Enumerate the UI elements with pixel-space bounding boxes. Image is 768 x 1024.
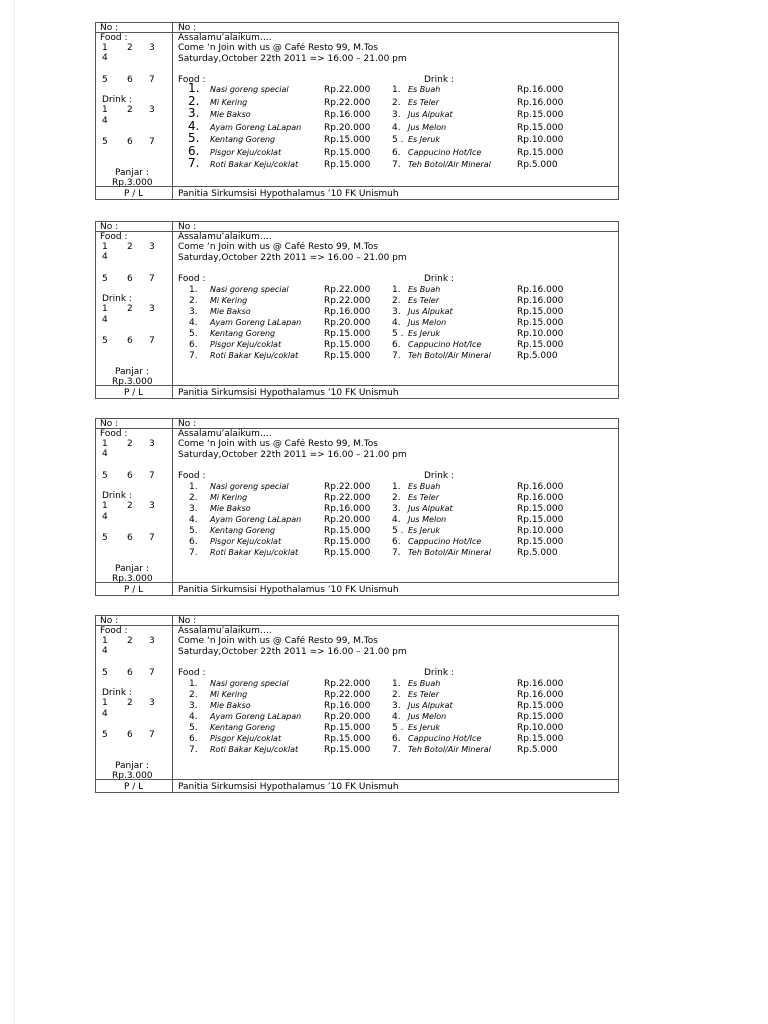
drink-item-price: Rp.10.000	[517, 135, 564, 145]
food-item-name: Nasi goreng special	[210, 85, 289, 94]
drink-heading: Drink :	[424, 274, 454, 284]
drink-item-name: Teh Botol/Air Mineral	[408, 160, 491, 169]
stub-food-number: 2	[127, 43, 133, 53]
stub-food-label: Food :	[100, 429, 128, 439]
food-item-price: Rp.15.000	[324, 147, 371, 158]
ticket-footer: Panitia Sirkumsisi Hypothalamus ’10 FK Unismuh	[178, 782, 399, 792]
drink-item-price: Rp.15.000	[517, 110, 564, 120]
stub-drink-number: 2	[127, 304, 133, 314]
stub-drink-number: 5	[102, 730, 108, 740]
food-item-price: Rp.15.000	[324, 526, 371, 536]
food-item-name: Mie Bakso	[210, 504, 251, 513]
food-item-name: Pisgor Keju/coklat	[210, 340, 282, 349]
drink-item-number: 2.	[392, 690, 401, 700]
stub-food-number: 1	[102, 439, 108, 449]
stub-drink-number: 2	[127, 698, 133, 708]
food-item-name: Kentang Goreng	[210, 526, 276, 535]
food-item-number: 5.	[189, 723, 198, 733]
food-item-name: Mi Kering	[210, 493, 248, 502]
drink-item-price: Rp.15.000	[517, 504, 564, 514]
food-item-number: 6.	[188, 143, 200, 158]
food-item-number: 3.	[189, 307, 198, 317]
food-item-name: Roti Bakar Keju/coklat	[210, 548, 299, 557]
drink-item-number: 6.	[392, 147, 401, 158]
footer-rule	[96, 779, 618, 780]
food-item-number: 1.	[188, 81, 200, 95]
stub-drink-number: 5	[102, 336, 108, 346]
drink-item-price: Rp.5.000	[517, 745, 558, 755]
food-item-number: 4.	[189, 515, 198, 525]
stub-food-number: 1	[102, 636, 108, 646]
drink-item-number: 1.	[392, 85, 401, 95]
food-item-price: Rp.16.000	[324, 110, 371, 120]
food-item-name: Kentang Goreng	[210, 723, 276, 732]
drink-item-price: Rp.16.000	[517, 285, 564, 295]
drink-item-name: Es Jeruk	[408, 329, 441, 338]
stub-pl-label: P / L	[124, 585, 144, 595]
food-item-price: Rp.22.000	[324, 85, 371, 95]
stub-panjar-label: Panjar :	[115, 168, 149, 178]
meal-coupon	[95, 22, 619, 200]
food-item-name: Nasi goreng special	[210, 482, 289, 491]
drink-item-number: 2.	[392, 493, 401, 503]
stub-divider	[172, 419, 173, 595]
drink-item-number: 2.	[392, 296, 401, 306]
drink-item-name: Cappucino Hot/Ice	[408, 537, 482, 546]
food-item-price: Rp.22.000	[324, 493, 371, 503]
food-item-price: Rp.22.000	[324, 296, 371, 306]
drink-item-price: Rp.5.000	[517, 160, 558, 170]
drink-item-price: Rp.16.000	[517, 482, 564, 492]
stub-drink-number: 2	[127, 501, 133, 511]
food-item-price: Rp.16.000	[324, 307, 371, 317]
stub-food-number: 7	[149, 274, 155, 284]
footer-rule	[96, 186, 618, 187]
food-item-name: Kentang Goreng	[210, 329, 276, 338]
ticket-invite: Come ‘n Join with us @ Café Resto 99, M.Tos	[178, 43, 378, 53]
stub-food-number: 5	[102, 471, 108, 481]
drink-item-price: Rp.15.000	[517, 515, 564, 525]
stub-divider	[172, 23, 173, 199]
drink-item-number: 3.	[392, 504, 401, 514]
food-item-name: Mi Kering	[210, 97, 248, 107]
drink-item-price: Rp.15.000	[517, 340, 564, 350]
drink-item-name: Cappucino Hot/Ice	[408, 734, 482, 743]
stub-drink-number: 6	[127, 137, 133, 147]
stub-divider	[172, 616, 173, 792]
food-item-number: 1.	[189, 679, 198, 689]
stub-drink-number: 5	[102, 533, 108, 543]
food-heading: Food :	[178, 274, 206, 284]
food-item-name: Ayam Goreng LaLapan	[210, 712, 302, 721]
stub-drink-label: Drink :	[102, 491, 132, 501]
food-heading: Food :	[178, 668, 206, 678]
stub-food-number: 3	[149, 439, 155, 449]
drink-item-name: Jus Alpukat	[408, 110, 453, 119]
food-item-number: 6.	[189, 340, 198, 350]
food-item-name: Ayam Goreng LaLapan	[210, 122, 302, 132]
stub-food-number: 3	[149, 43, 155, 53]
drink-item-number: 6.	[392, 537, 401, 547]
food-item-number: 4.	[188, 118, 200, 133]
food-item-name: Pisgor Keju/coklat	[210, 147, 282, 157]
food-heading: Food :	[178, 471, 206, 481]
food-item-price: Rp.15.000	[324, 537, 371, 547]
drink-item-number: 3.	[392, 110, 401, 120]
drink-item-price: Rp.10.000	[517, 329, 564, 339]
ticket-footer: Panitia Sirkumsisi Hypothalamus ’10 FK Unismuh	[178, 189, 399, 199]
drink-item-number: 5 .	[392, 526, 404, 536]
stub-drink-number: 1	[102, 304, 108, 314]
drink-item-price: Rp.15.000	[517, 147, 564, 158]
drink-item-price: Rp.15.000	[517, 734, 564, 744]
stub-food-number: 5	[102, 75, 108, 85]
drink-item-name: Es Teler	[408, 296, 440, 305]
food-item-number: 5.	[188, 131, 200, 145]
stub-drink-number: 7	[149, 730, 155, 740]
ticket-invite: Come ‘n Join with us @ Café Resto 99, M.Tos	[178, 439, 378, 449]
drink-item-name: Es Buah	[408, 679, 441, 688]
food-item-price: Rp.22.000	[324, 690, 371, 700]
food-item-number: 2.	[189, 690, 198, 700]
drink-item-name: Es Teler	[408, 493, 440, 502]
drink-item-name: Teh Botol/Air Mineral	[408, 351, 491, 360]
stub-food-number: 7	[149, 75, 155, 85]
stub-panjar-value: Rp.3.000	[112, 771, 153, 781]
stub-no-label: No :	[100, 222, 119, 232]
meal-coupon	[95, 615, 619, 793]
ticket-footer: Panitia Sirkumsisi Hypothalamus ’10 FK Unismuh	[178, 585, 399, 595]
food-item-price: Rp.16.000	[324, 504, 371, 514]
drink-item-price: Rp.16.000	[517, 296, 564, 306]
stub-food-label: Food :	[100, 232, 128, 242]
drink-item-name: Cappucino Hot/Ice	[408, 340, 482, 349]
stub-drink-number: 3	[149, 501, 155, 511]
drink-item-number: 4.	[392, 122, 401, 133]
stub-food-number: 7	[149, 471, 155, 481]
stub-drink-number: 4	[102, 709, 108, 719]
stub-drink-number: 7	[149, 533, 155, 543]
drink-item-price: Rp.15.000	[517, 712, 564, 722]
drink-item-name: Jus Alpukat	[408, 504, 453, 513]
stub-drink-number: 7	[149, 336, 155, 346]
ticket-invite: Come ‘n Join with us @ Café Resto 99, M.Tos	[178, 242, 378, 252]
drink-item-price: Rp.5.000	[517, 548, 558, 558]
ticket-no-label: No :	[178, 23, 197, 33]
stub-food-label: Food :	[100, 626, 128, 636]
stub-divider	[172, 222, 173, 398]
food-item-name: Mi Kering	[210, 296, 248, 305]
page-edge	[14, 0, 15, 1024]
food-item-price: Rp.22.000	[324, 285, 371, 295]
drink-item-number: 5 .	[392, 329, 404, 339]
food-item-number: 4.	[189, 712, 198, 722]
drink-heading: Drink :	[424, 668, 454, 678]
drink-item-name: Teh Botol/Air Mineral	[408, 745, 491, 754]
stub-drink-number: 3	[149, 698, 155, 708]
food-item-price: Rp.15.000	[324, 548, 371, 558]
drink-item-name: Es Jeruk	[408, 135, 441, 144]
header-rule	[96, 231, 618, 232]
stub-food-number: 4	[102, 53, 108, 63]
stub-drink-number: 3	[149, 105, 155, 115]
header-rule	[96, 32, 618, 33]
stub-food-number: 6	[127, 668, 133, 678]
footer-rule	[96, 582, 618, 583]
stub-panjar-label: Panjar :	[115, 761, 149, 771]
stub-pl-label: P / L	[124, 189, 144, 199]
stub-food-number: 3	[149, 242, 155, 252]
drink-item-name: Es Buah	[408, 285, 441, 294]
drink-item-price: Rp.15.000	[517, 318, 564, 328]
stub-drink-number: 3	[149, 304, 155, 314]
stub-panjar-value: Rp.3.000	[112, 574, 153, 584]
stub-no-label: No :	[100, 419, 119, 429]
stub-pl-label: P / L	[124, 388, 144, 398]
drink-item-number: 4.	[392, 318, 401, 328]
stub-drink-label: Drink :	[102, 688, 132, 698]
stub-food-number: 4	[102, 449, 108, 459]
stub-no-label: No :	[100, 23, 119, 33]
food-item-number: 2.	[188, 93, 200, 108]
stub-food-label: Food :	[100, 33, 128, 43]
stub-drink-number: 6	[127, 533, 133, 543]
drink-item-name: Jus Alpukat	[408, 307, 453, 316]
food-item-price: Rp.15.000	[324, 329, 371, 339]
drink-item-name: Jus Melon	[408, 515, 447, 524]
food-item-number: 1.	[189, 482, 198, 492]
drink-item-name: Es Buah	[408, 85, 441, 94]
food-item-number: 5.	[189, 526, 198, 536]
ticket-footer: Panitia Sirkumsisi Hypothalamus ’10 FK Unismuh	[178, 388, 399, 398]
drink-item-number: 7.	[392, 745, 401, 755]
food-item-name: Kentang Goreng	[210, 135, 276, 144]
food-item-price: Rp.20.000	[324, 712, 371, 722]
stub-food-number: 5	[102, 274, 108, 284]
ticket-no-label: No :	[178, 222, 197, 232]
stub-drink-number: 5	[102, 137, 108, 147]
drink-item-price: Rp.16.000	[517, 679, 564, 689]
stub-food-number: 2	[127, 636, 133, 646]
drink-item-number: 1.	[392, 482, 401, 492]
stub-drink-number: 4	[102, 116, 108, 126]
food-item-name: Ayam Goreng LaLapan	[210, 318, 302, 327]
stub-drink-number: 1	[102, 698, 108, 708]
food-item-number: 7.	[188, 156, 200, 170]
header-rule	[96, 428, 618, 429]
food-item-price: Rp.15.000	[324, 340, 371, 350]
drink-item-price: Rp.16.000	[517, 690, 564, 700]
food-item-number: 6.	[189, 734, 198, 744]
food-item-number: 6.	[189, 537, 198, 547]
stub-food-number: 3	[149, 636, 155, 646]
stub-food-number: 1	[102, 242, 108, 252]
stub-food-number: 7	[149, 668, 155, 678]
stub-food-number: 4	[102, 252, 108, 262]
food-item-name: Mie Bakso	[210, 307, 251, 316]
stub-food-number: 2	[127, 242, 133, 252]
drink-item-name: Es Teler	[408, 690, 440, 699]
drink-item-price: Rp.15.000	[517, 701, 564, 711]
drink-item-name: Teh Botol/Air Mineral	[408, 548, 491, 557]
drink-item-name: Cappucino Hot/Ice	[408, 147, 482, 157]
drink-item-price: Rp.10.000	[517, 526, 564, 536]
drink-item-number: 5 .	[392, 723, 404, 733]
drink-item-number: 4.	[392, 712, 401, 722]
drink-item-name: Jus Melon	[408, 318, 447, 327]
drink-item-price: Rp.15.000	[517, 122, 564, 133]
stub-no-label: No :	[100, 616, 119, 626]
drink-item-number: 3.	[392, 701, 401, 711]
drink-heading: Drink :	[424, 471, 454, 481]
drink-item-price: Rp.15.000	[517, 307, 564, 317]
ticket-datetime: Saturday,October 22th 2011 => 16.00 – 21.00 pm	[178, 450, 407, 460]
stub-drink-number: 7	[149, 137, 155, 147]
food-item-price: Rp.15.000	[324, 351, 371, 361]
food-item-price: Rp.20.000	[324, 515, 371, 525]
stub-drink-label: Drink :	[102, 95, 132, 105]
drink-item-number: 6.	[392, 340, 401, 350]
drink-item-price: Rp.5.000	[517, 351, 558, 361]
drink-item-name: Es Teler	[408, 97, 440, 107]
stub-drink-number: 4	[102, 315, 108, 325]
food-item-name: Nasi goreng special	[210, 285, 289, 294]
drink-item-number: 5 .	[392, 135, 404, 145]
drink-item-name: Jus Melon	[408, 122, 447, 132]
drink-heading: Drink :	[424, 75, 454, 85]
drink-item-number: 7.	[392, 548, 401, 558]
food-item-price: Rp.15.000	[324, 734, 371, 744]
ticket-datetime: Saturday,October 22th 2011 => 16.00 – 21.00 pm	[178, 253, 407, 263]
food-item-price: Rp.22.000	[324, 97, 371, 108]
food-item-name: Roti Bakar Keju/coklat	[210, 351, 299, 360]
drink-item-number: 3.	[392, 307, 401, 317]
stub-food-number: 6	[127, 274, 133, 284]
drink-item-price: Rp.10.000	[517, 723, 564, 733]
food-item-price: Rp.16.000	[324, 701, 371, 711]
stub-food-number: 4	[102, 646, 108, 656]
stub-drink-number: 1	[102, 105, 108, 115]
drink-item-number: 4.	[392, 515, 401, 525]
drink-item-number: 7.	[392, 160, 401, 170]
food-item-price: Rp.15.000	[324, 160, 371, 170]
food-item-name: Mie Bakso	[210, 110, 251, 119]
stub-panjar-value: Rp.3.000	[112, 377, 153, 387]
food-item-number: 3.	[189, 701, 198, 711]
ticket-greeting: Assalamu’alaikum….	[178, 33, 272, 43]
food-item-number: 2.	[189, 493, 198, 503]
ticket-invite: Come ‘n Join with us @ Café Resto 99, M.Tos	[178, 636, 378, 646]
stub-food-number: 6	[127, 75, 133, 85]
drink-item-price: Rp.16.000	[517, 493, 564, 503]
drink-item-name: Es Jeruk	[408, 723, 441, 732]
drink-item-name: Es Buah	[408, 482, 441, 491]
stub-drink-number: 6	[127, 336, 133, 346]
ticket-no-label: No :	[178, 616, 197, 626]
food-item-name: Mie Bakso	[210, 701, 251, 710]
food-item-name: Roti Bakar Keju/coklat	[210, 745, 299, 754]
food-heading: Food :	[178, 75, 206, 85]
food-item-price: Rp.22.000	[324, 679, 371, 689]
food-item-price: Rp.15.000	[324, 745, 371, 755]
ticket-greeting: Assalamu’alaikum….	[178, 232, 272, 242]
food-item-price: Rp.15.000	[324, 723, 371, 733]
drink-item-price: Rp.15.000	[517, 537, 564, 547]
stub-panjar-label: Panjar :	[115, 367, 149, 377]
stub-food-number: 5	[102, 668, 108, 678]
drink-item-number: 1.	[392, 285, 401, 295]
drink-item-number: 7.	[392, 351, 401, 361]
food-item-name: Mi Kering	[210, 690, 248, 699]
food-item-number: 7.	[189, 351, 198, 361]
stub-food-number: 2	[127, 439, 133, 449]
stub-drink-number: 6	[127, 730, 133, 740]
stub-drink-number: 4	[102, 512, 108, 522]
food-item-number: 4.	[189, 318, 198, 328]
food-item-name: Ayam Goreng LaLapan	[210, 515, 302, 524]
drink-item-price: Rp.16.000	[517, 97, 564, 108]
drink-item-number: 1.	[392, 679, 401, 689]
food-item-price: Rp.20.000	[324, 318, 371, 328]
stub-drink-number: 2	[127, 105, 133, 115]
food-item-price: Rp.15.000	[324, 135, 371, 145]
ticket-no-label: No :	[178, 419, 197, 429]
drink-item-number: 2.	[392, 97, 401, 108]
food-item-name: Pisgor Keju/coklat	[210, 537, 282, 546]
food-item-number: 7.	[189, 548, 198, 558]
stub-pl-label: P / L	[124, 782, 144, 792]
food-item-name: Roti Bakar Keju/coklat	[210, 160, 299, 169]
food-item-price: Rp.22.000	[324, 482, 371, 492]
food-item-name: Pisgor Keju/coklat	[210, 734, 282, 743]
ticket-datetime: Saturday,October 22th 2011 => 16.00 – 21.00 pm	[178, 54, 407, 64]
header-rule	[96, 625, 618, 626]
drink-item-price: Rp.16.000	[517, 85, 564, 95]
food-item-number: 5.	[189, 329, 198, 339]
stub-panjar-label: Panjar :	[115, 564, 149, 574]
stub-drink-label: Drink :	[102, 294, 132, 304]
ticket-greeting: Assalamu’alaikum….	[178, 626, 272, 636]
food-item-number: 3.	[188, 106, 200, 120]
food-item-number: 3.	[189, 504, 198, 514]
stub-drink-number: 1	[102, 501, 108, 511]
food-item-number: 1.	[189, 285, 198, 295]
ticket-greeting: Assalamu’alaikum….	[178, 429, 272, 439]
stub-panjar-value: Rp.3.000	[112, 178, 153, 188]
ticket-datetime: Saturday,October 22th 2011 => 16.00 – 21.00 pm	[178, 647, 407, 657]
drink-item-number: 6.	[392, 734, 401, 744]
stub-food-number: 1	[102, 43, 108, 53]
meal-coupon	[95, 418, 619, 596]
footer-rule	[96, 385, 618, 386]
food-item-number: 2.	[189, 296, 198, 306]
drink-item-name: Jus Alpukat	[408, 701, 453, 710]
food-item-name: Nasi goreng special	[210, 679, 289, 688]
drink-item-name: Jus Melon	[408, 712, 447, 721]
stub-food-number: 6	[127, 471, 133, 481]
food-item-number: 7.	[189, 745, 198, 755]
food-item-price: Rp.20.000	[324, 122, 371, 133]
drink-item-name: Es Jeruk	[408, 526, 441, 535]
meal-coupon	[95, 221, 619, 399]
